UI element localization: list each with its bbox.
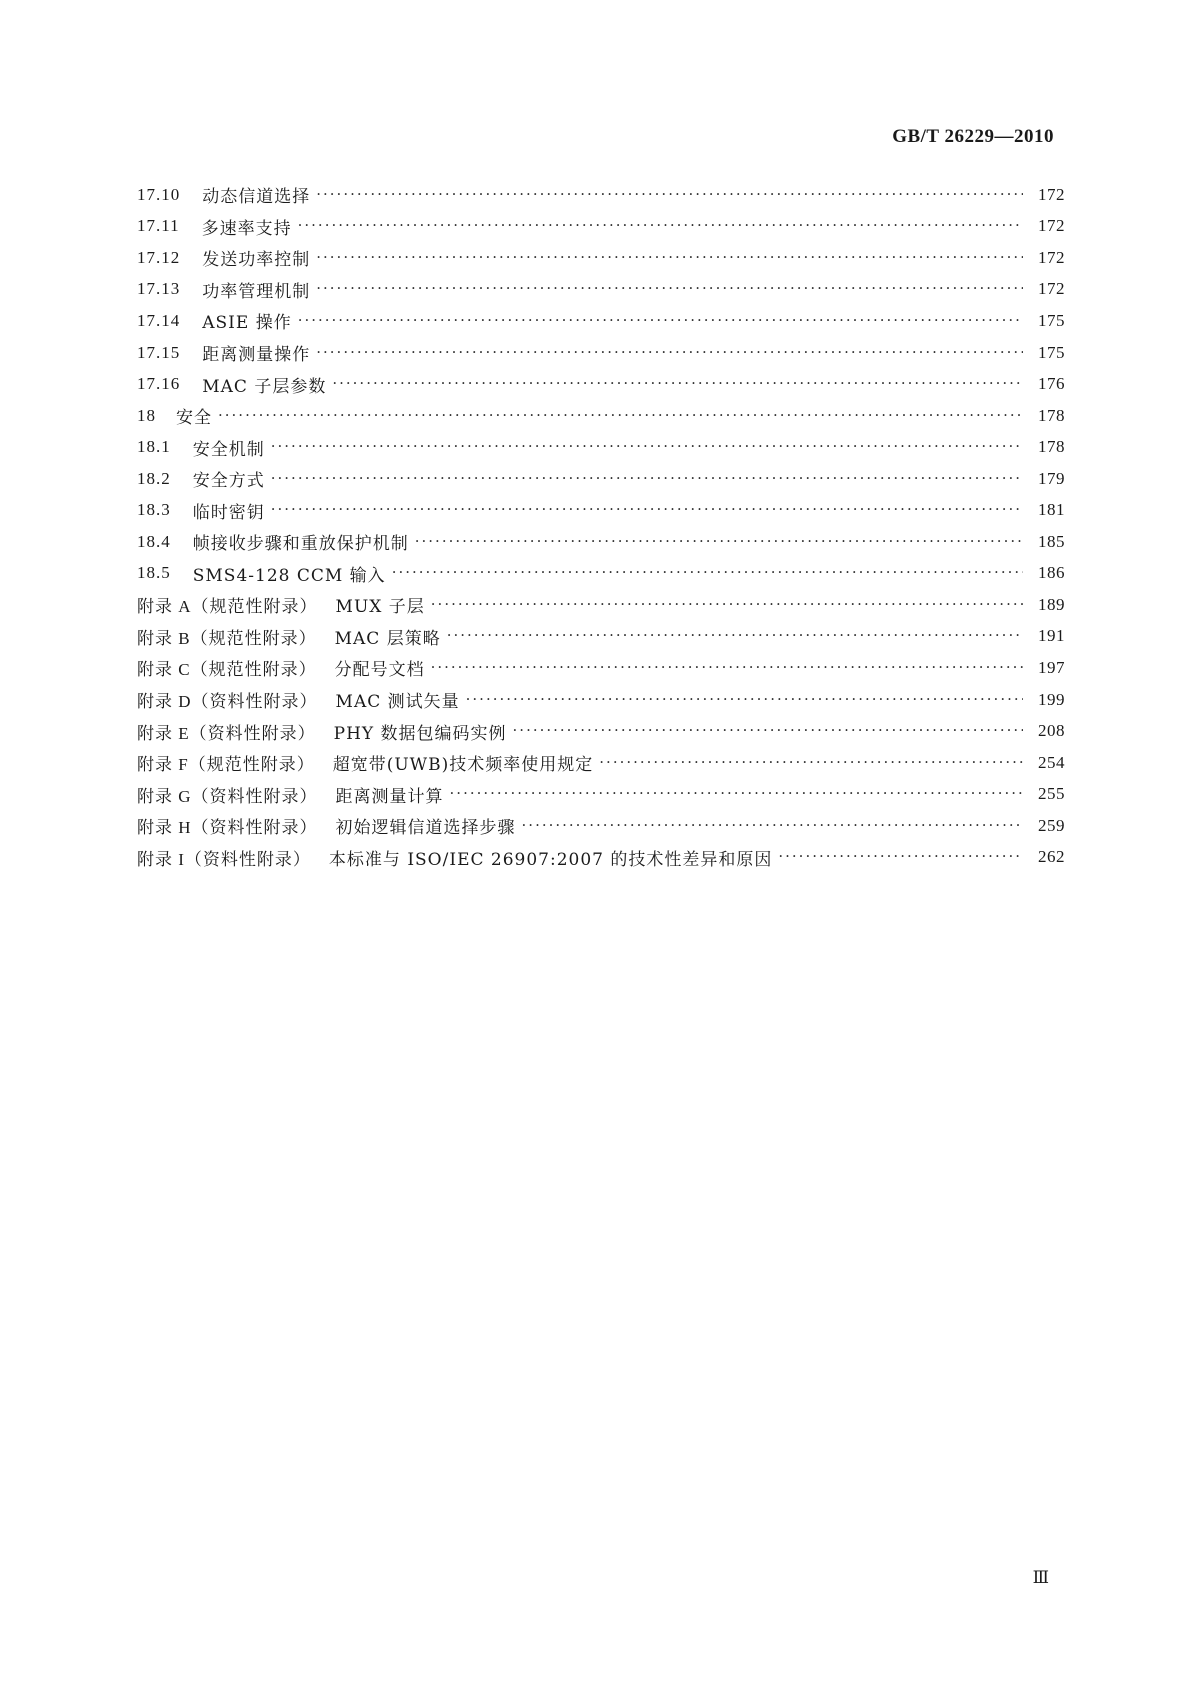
toc-entry-title: 分配号文档 bbox=[334, 660, 425, 681]
toc-entry[interactable] bbox=[137, 463, 1065, 495]
toc-entry-page: 197 bbox=[1038, 657, 1065, 677]
toc-entry-page: 255 bbox=[1038, 784, 1065, 804]
toc-entry-page: 191 bbox=[1038, 626, 1065, 646]
toc-entry-number: 18.4 bbox=[137, 531, 171, 551]
toc-entry-number: 17.10 bbox=[137, 184, 181, 204]
toc-entry-title: ASIE 操作 bbox=[202, 313, 292, 334]
toc-entry-title: SMS4-128 CCM 输入 bbox=[192, 565, 386, 586]
toc-entry[interactable] bbox=[137, 778, 1065, 810]
toc-entry-number: 附录 I（资料性附录） bbox=[137, 849, 311, 869]
dot-leader bbox=[778, 847, 1023, 867]
toc-entry-number: 附录 A（规范性附录） bbox=[137, 597, 318, 617]
toc-entry[interactable] bbox=[137, 526, 1065, 558]
dot-leader bbox=[316, 185, 1023, 205]
toc-entry[interactable] bbox=[137, 242, 1065, 274]
toc-entry-number: 附录 H（资料性附录） bbox=[137, 818, 318, 838]
toc-entry-title: PHY 数据包编码实例 bbox=[333, 723, 507, 744]
toc-entry-title: 安全方式 bbox=[192, 471, 265, 492]
dot-leader bbox=[298, 311, 1023, 331]
toc-entry[interactable] bbox=[137, 558, 1065, 590]
toc-entry[interactable] bbox=[137, 400, 1065, 432]
toc-entry[interactable] bbox=[137, 747, 1065, 779]
toc-entry-number: 18 bbox=[137, 405, 156, 425]
dot-leader bbox=[316, 279, 1023, 299]
toc-entry-title: 初始逻辑信道选择步骤 bbox=[335, 818, 516, 839]
dot-leader bbox=[316, 248, 1023, 268]
toc-entry-page: 262 bbox=[1038, 847, 1065, 867]
toc-entry[interactable] bbox=[137, 621, 1065, 653]
toc-entry-page: 186 bbox=[1038, 563, 1065, 583]
dot-leader bbox=[415, 532, 1023, 552]
toc-entry-number: 18.5 bbox=[137, 563, 171, 583]
toc-entry-title: 发送功率控制 bbox=[202, 250, 311, 271]
table-of-contents bbox=[137, 179, 1065, 873]
toc-entry-title: 临时密钥 bbox=[192, 502, 265, 523]
toc-entry-title: 动态信道选择 bbox=[202, 187, 311, 208]
toc-entry[interactable] bbox=[137, 431, 1065, 463]
toc-entry[interactable] bbox=[137, 589, 1065, 621]
dot-leader bbox=[271, 437, 1023, 457]
dot-leader bbox=[392, 563, 1023, 583]
toc-entry-title: MAC 子层参数 bbox=[202, 376, 327, 397]
toc-entry-page: 259 bbox=[1038, 815, 1065, 835]
toc-entry-title: 距离测量计算 bbox=[335, 786, 444, 807]
toc-entry[interactable] bbox=[137, 684, 1065, 716]
toc-entry-page: 172 bbox=[1038, 216, 1065, 236]
toc-entry-page: 172 bbox=[1038, 184, 1065, 204]
toc-entry-page: 172 bbox=[1038, 279, 1065, 299]
toc-entry-page: 208 bbox=[1038, 721, 1065, 741]
toc-entry-title: MUX 子层 bbox=[335, 597, 425, 618]
toc-entry-page: 175 bbox=[1038, 342, 1065, 362]
toc-entry[interactable] bbox=[137, 305, 1065, 337]
toc-entry-number: 附录 B（规范性附录） bbox=[137, 628, 317, 648]
dot-leader bbox=[271, 469, 1023, 489]
toc-entry[interactable] bbox=[137, 368, 1065, 400]
toc-entry-title: MAC 层策略 bbox=[334, 628, 441, 649]
dot-leader bbox=[271, 500, 1023, 520]
toc-entry-title: 距离测量操作 bbox=[202, 345, 311, 365]
toc-entry-number: 17.13 bbox=[137, 279, 181, 299]
toc-entry-page: 172 bbox=[1038, 247, 1065, 267]
toc-entry-number: 附录 G（资料性附录） bbox=[137, 786, 318, 806]
dot-leader bbox=[447, 626, 1023, 646]
toc-entry[interactable] bbox=[137, 494, 1065, 526]
dot-leader bbox=[218, 406, 1023, 426]
toc-entry-page: 179 bbox=[1038, 468, 1065, 488]
toc-entry[interactable] bbox=[137, 179, 1065, 211]
toc-entry-page: 185 bbox=[1038, 531, 1065, 551]
toc-entry[interactable] bbox=[137, 841, 1065, 873]
toc-entry-page: 178 bbox=[1038, 437, 1065, 457]
toc-entry-page: 178 bbox=[1038, 405, 1065, 425]
dot-leader bbox=[316, 343, 1023, 363]
page-number: Ⅲ bbox=[1032, 1568, 1049, 1587]
dot-leader bbox=[513, 721, 1023, 741]
toc-entry-title: MAC 测试矢量 bbox=[335, 692, 460, 713]
toc-entry-page: 254 bbox=[1038, 752, 1065, 772]
toc-entry-number: 17.14 bbox=[137, 310, 181, 330]
toc-entry-number: 17.12 bbox=[137, 247, 181, 267]
toc-entry-title: 帧接收步骤和重放保护机制 bbox=[192, 534, 409, 555]
toc-entry-number: 17.15 bbox=[137, 342, 181, 362]
toc-entry-number: 18.1 bbox=[137, 437, 171, 457]
toc-entry-title: 安全 bbox=[176, 408, 212, 429]
toc-entry-title: 多速率支持 bbox=[201, 218, 292, 239]
toc-entry[interactable] bbox=[137, 274, 1065, 306]
dot-leader bbox=[522, 816, 1023, 836]
toc-entry[interactable] bbox=[137, 337, 1065, 369]
toc-entry-number: 17.11 bbox=[137, 216, 180, 236]
dot-leader bbox=[431, 658, 1023, 678]
toc-entry-page: 176 bbox=[1038, 374, 1065, 394]
toc-entry-title: 本标准与 ISO/IEC 26907:2007 的技术性差异和原因 bbox=[328, 849, 773, 870]
dot-leader bbox=[431, 595, 1023, 615]
toc-entry-page: 189 bbox=[1038, 594, 1065, 614]
dot-leader bbox=[450, 784, 1023, 804]
toc-entry[interactable] bbox=[137, 810, 1065, 842]
dot-leader bbox=[466, 690, 1023, 710]
toc-entry-number: 附录 E（资料性附录） bbox=[137, 723, 316, 743]
toc-entry-page: 175 bbox=[1038, 310, 1065, 330]
dot-leader bbox=[298, 216, 1023, 236]
toc-entry-title: 功率管理机制 bbox=[202, 281, 311, 302]
toc-entry-page: 181 bbox=[1038, 500, 1065, 520]
toc-entry-number: 附录 D（资料性附录） bbox=[137, 692, 318, 712]
toc-entry-number: 17.16 bbox=[137, 374, 181, 394]
toc-entry[interactable] bbox=[137, 652, 1065, 684]
dot-leader bbox=[599, 753, 1023, 773]
toc-entry-number: 附录 F（规范性附录） bbox=[137, 755, 315, 775]
toc-entry-number: 18.2 bbox=[137, 468, 171, 488]
toc-entry-number: 18.3 bbox=[137, 500, 171, 520]
standard-number: GB/T 26229—2010 bbox=[892, 126, 1054, 147]
toc-entry[interactable] bbox=[137, 211, 1065, 243]
dot-leader bbox=[332, 374, 1023, 394]
toc-entry[interactable] bbox=[137, 715, 1065, 747]
toc-entry-title: 超宽带(UWB)技术频率使用规定 bbox=[332, 755, 594, 776]
toc-entry-number: 附录 C（规范性附录） bbox=[137, 660, 317, 680]
toc-entry-title: 安全机制 bbox=[192, 439, 265, 460]
toc-entry-page: 199 bbox=[1038, 689, 1065, 709]
